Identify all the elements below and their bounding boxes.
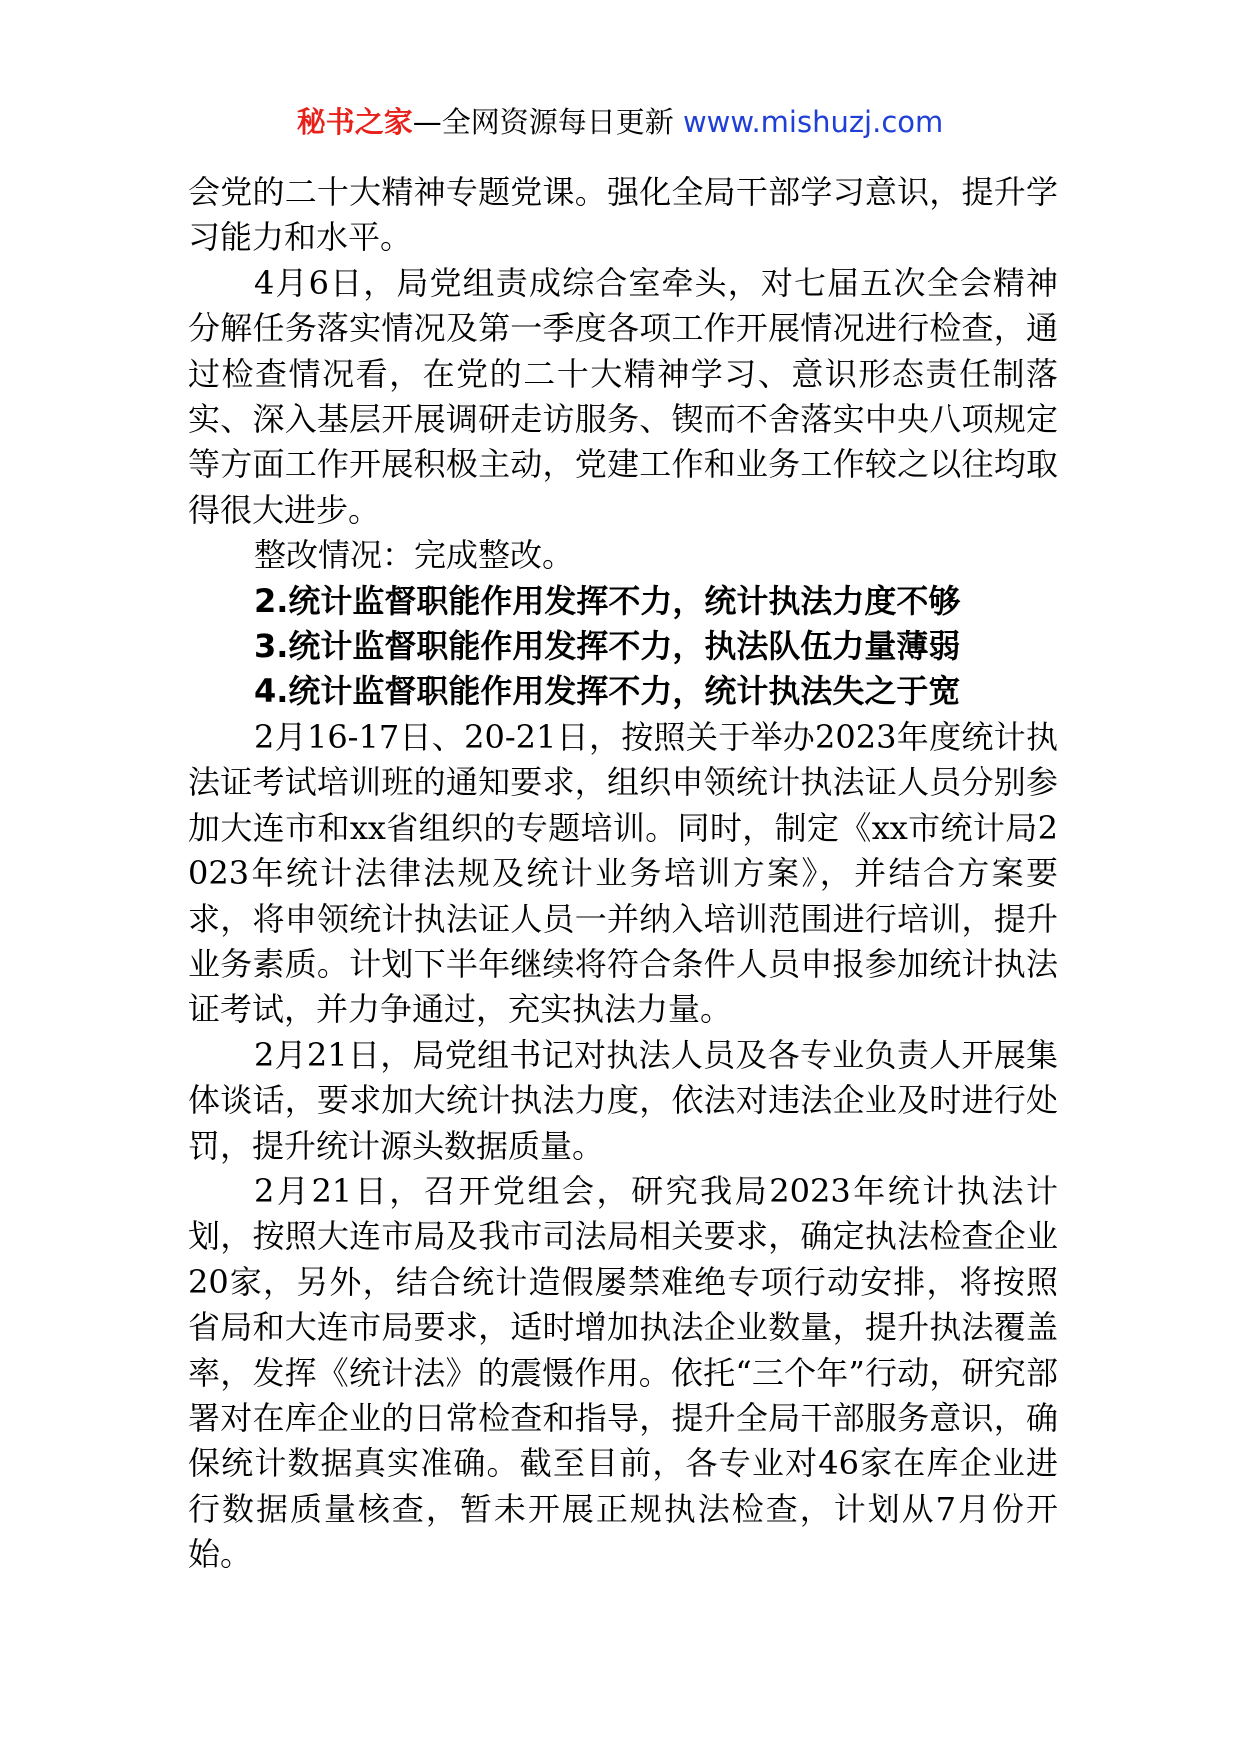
header-tagline: —全网资源每日更新 [412, 105, 683, 139]
header-brand: 秘书之家 [296, 105, 413, 139]
section-heading-3: 3.统计监督职能作用发挥不力，执法队伍力量薄弱 [254, 627, 961, 666]
section-heading-4: 4.统计监督职能作用发挥不力，统计执法失之于宽 [254, 672, 961, 711]
document-body [188, 170, 1058, 1578]
header-url-link[interactable]: www.mishuzj.com [682, 105, 944, 139]
paragraph-5: 2月21日，局党组书记对执法人员及各专业负责人开展集体谈话，要求加大统计执法力度，依法对违法企业及时进行处罚，提升统计源头数据质量。 [188, 1035, 1058, 1165]
paragraph-4: 2月16-17日、20-21日，按照关于举办2023年度统计执法证考试培训班的通知要求，组织申领统计执法证人员分别参加大连市和xx省组织的专题培训。同时，制定《xx市统计局2023年统计法律法规及统计业务培训方案》，并结合方案要求，将申领统计执法证人员一并纳入培训范围进行培训，提升业务素质。计划下半年继续将符合条件人员申报参加统计执法证考试，并力争通过，充实执法力量。 [188, 717, 1058, 1029]
paragraph-3: 整改情况：完成整改。 [254, 536, 575, 575]
paragraph-2: 4月6日，局党组责成综合室牵头，对七届五次全会精神分解任务落实情况及第一季度各项工作开展情况进行检查，通过检查情况看，在党的二十大精神学习、意识形态责任制落实、深入基层开展调研走访服务、锲而不舍落实中央八项规定等方面工作开展积极主动，党建工作和业务工作较之以往均取得很大进步。 [188, 263, 1058, 529]
paragraph-6: 2月21日，召开党组会，研究我局2023年统计执法计划，按照大连市局及我市司法局相关要求，确定执法检查企业20家，另外，结合统计造假屡禁难绝专项行动安排，将按照省局和大连市局要求，适时增加执法企业数量，提升执法覆盖率，发挥《统计法》的震慑作用。依托“三个年”行动，研究部署对在库企业的日常检查和指导，提升全局干部服务意识，确保统计数据真实准确。截至目前，各专业对46家在库企业进行数据质量核查，暂未开展正规执法检查，计划从7月份开始。 [188, 1171, 1058, 1574]
section-heading-2: 2.统计监督职能作用发挥不力，统计执法力度不够 [254, 581, 961, 620]
page-header [0, 100, 1240, 144]
paragraph-1: 会党的二十大精神专题党课。强化全局干部学习意识，提升学习能力和水平。 [188, 173, 1058, 257]
